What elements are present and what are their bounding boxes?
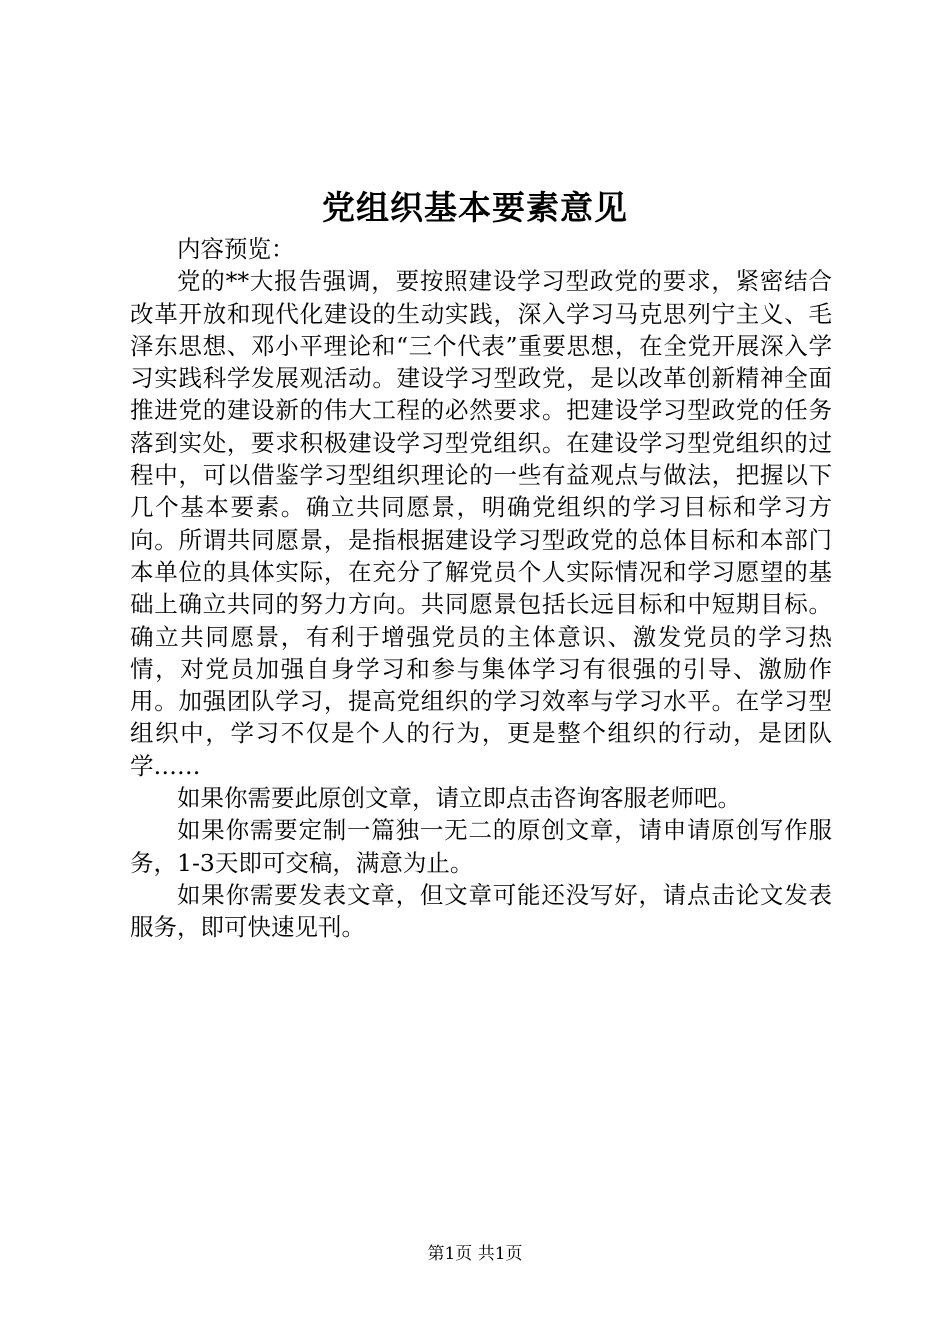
body-paragraph-consult: 如果你需要此原创文章，请立即点击咨询客服老师吧。 <box>177 784 741 813</box>
page-number-footer: 第1页 共1页 <box>427 1244 523 1264</box>
body-paragraph-publishing: 如果你需要发表文章，但文章可能还没写好，请点击论文发表服务，即可快速见刊。 <box>130 880 832 942</box>
body-paragraph-main: 党的**大报告强调，要按照建设学习型政党的要求，紧密结合改革开放和现代化建设的生动实践，深入学习马克思列宁主义、毛泽东思想、邓小平理论和“三个代表”重要思想，在全党开展深入学习实践科学发展观活动。建设学习型政党，是以改革创新精神全面推进党的建设新的伟大工程的必然要求。把建设学习型政党的任务落到实处，要求积极建设学习型党组织。在建设学习型党组织的过程中，可以借鉴学习型组织理论的一些有益观点与做法，把握以下几个基本要素。确立共同愿景，明确党组织的学习目标和学习方向。所谓共同愿景，是指根据建设学习型政党的总体目标和本部门本单位的具体实际，在充分了解党员个人实际情况和学习愿望的基础上确立共同的努力方向。共同愿景包括长远目标和中短期目标。确立共同愿景，有利于增强党员的主体意识、激发党员的学习热情，对党员加强自身学习和参与集体学习有很强的引导、激励作用。加强团队学习，提高党组织的学习效率与学习水平。在学习型组织中，学习不仅是个人的行为，更是整个组织的行动，是团队学…… <box>130 267 832 780</box>
document-body <box>130 233 832 944</box>
body-paragraph-custom-writing: 如果你需要定制一篇独一无二的原创文章，请申请原创写作服务，1-3天即可交稿，满意为止。 <box>130 816 832 877</box>
document-title: 党组织基本要素意见 <box>322 188 628 227</box>
preview-label: 内容预览： <box>177 235 295 263</box>
